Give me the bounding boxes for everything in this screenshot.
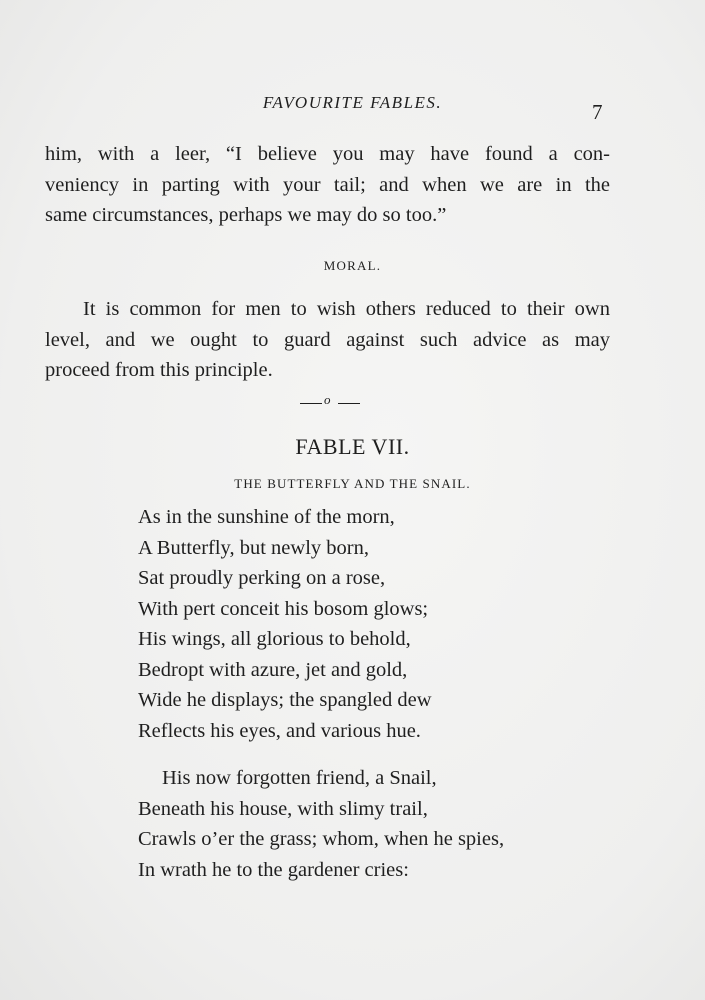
verse-line: Wide he displays; the spangled dew	[138, 689, 432, 711]
moral-line: level, and we ought to guard against such advice as may	[45, 328, 610, 351]
fable-title: FABLE VII.	[295, 434, 410, 459]
fable-subtitle: THE BUTTERFLY AND THE SNAIL.	[234, 476, 471, 491]
paragraph-line: same circumstances, perhaps we may do so too.”	[45, 204, 447, 226]
section-divider	[300, 392, 360, 410]
verse-line: Beneath his house, with slimy trail,	[138, 797, 428, 820]
verse-line: A Butterfly, but newly born,	[138, 536, 369, 559]
paragraph-line: him, with a leer, “I believe you may have found a con-	[45, 143, 610, 165]
divider-rule-left	[300, 403, 322, 404]
moral-paragraph	[45, 294, 610, 386]
verse-line: In wrath he to the gardener cries:	[138, 858, 409, 881]
divider-rule-right	[338, 403, 360, 404]
verse-line: Sat proudly perking on a rose,	[138, 567, 386, 589]
moral-line: proceed from this principle.	[45, 359, 273, 381]
verse-line: His now forgotten friend, a Snail,	[162, 767, 437, 789]
moral-line: It is common for men to wish others reduced to their own	[83, 298, 610, 320]
verse-line: Reflects his eyes, and various hue.	[138, 719, 421, 742]
paragraph-line: veniency in parting with your tail; and when we are in the	[45, 173, 610, 196]
verse-line: Crawls o’er the grass; whom, when he spies,	[138, 828, 505, 850]
running-title: FAVOURITE FABLES.	[262, 93, 443, 112]
divider-mark: o	[324, 392, 331, 407]
moral-heading: MORAL.	[323, 258, 382, 273]
verse-line: Bedropt with azure, jet and gold,	[138, 658, 408, 681]
stanza-2	[138, 763, 504, 885]
page-number: 7	[592, 100, 603, 124]
verse-line: With pert conceit his bosom glows;	[138, 597, 429, 620]
paragraph-continuation	[45, 139, 610, 231]
stanza-1	[138, 502, 432, 746]
verse-line: As in the sunshine of the morn,	[138, 506, 395, 528]
verse-line: His wings, all glorious to behold,	[138, 628, 411, 650]
